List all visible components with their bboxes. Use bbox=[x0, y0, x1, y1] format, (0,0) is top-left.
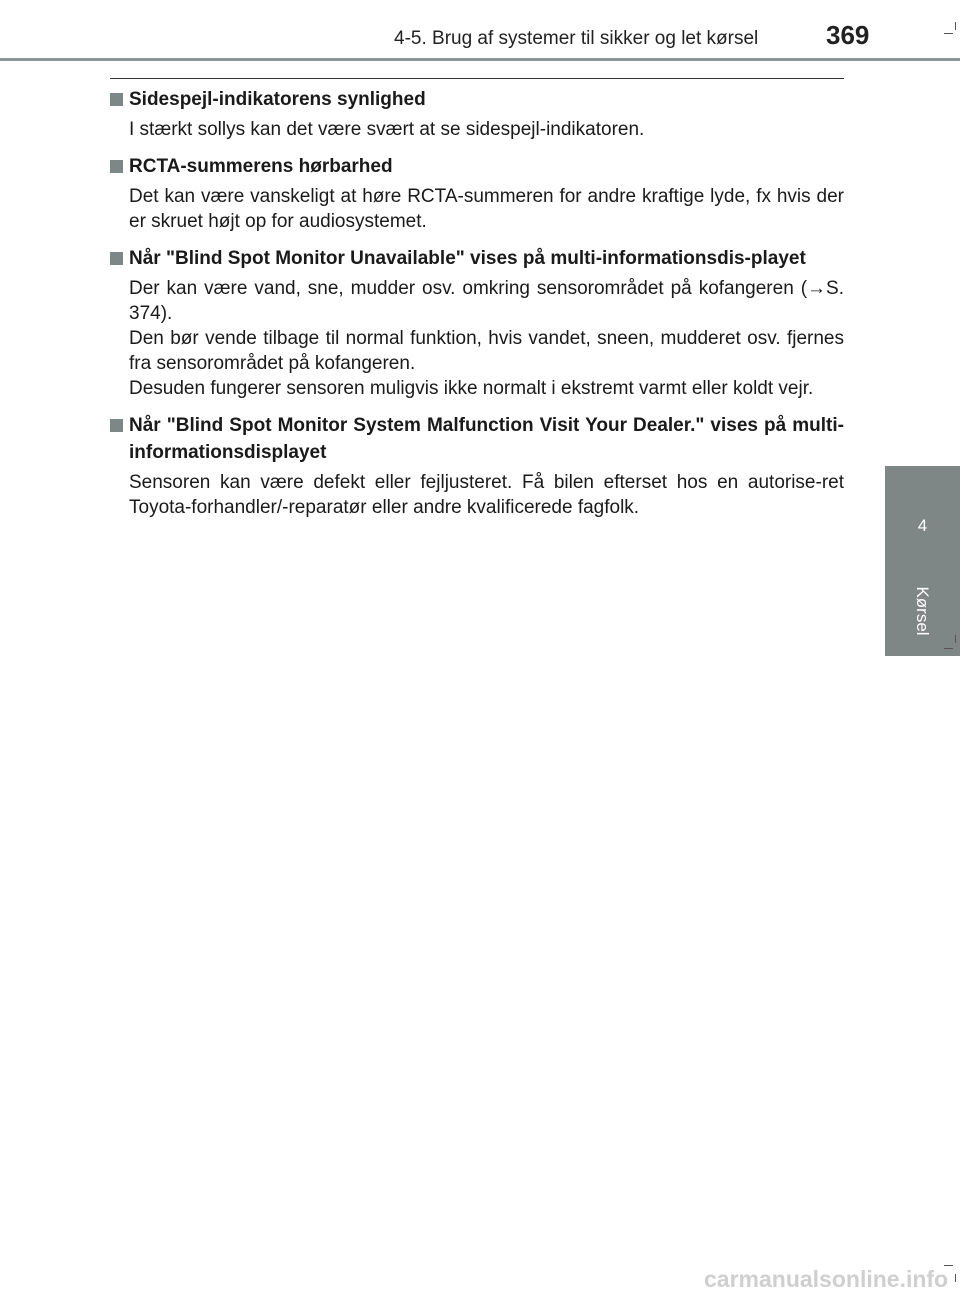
body-paragraph: I stærkt sollys kan det være svært at se sidespejl-indikatoren. bbox=[129, 119, 645, 140]
body-paragraph: Desuden fungerer sensoren muligvis ikke normalt i ekstremt varmt eller koldt vejr. bbox=[129, 378, 814, 399]
section-body bbox=[129, 470, 844, 520]
section-heading-text: RCTA-summerens hørbarhed bbox=[129, 156, 393, 177]
section-body bbox=[129, 184, 844, 234]
crop-mark bbox=[955, 635, 956, 643]
page-number: 369 bbox=[826, 20, 870, 50]
chapter-number: 4 bbox=[917, 516, 928, 535]
header-divider bbox=[0, 58, 960, 61]
section-rcta-buzzer bbox=[110, 153, 844, 234]
section-side-mirror-visibility bbox=[110, 86, 844, 142]
body-paragraph: Der kan være vand, sne, mudder osv. omkring sensorområdet på kofangeren (→S. 374). bbox=[129, 278, 844, 324]
chapter-label: Kørsel bbox=[913, 586, 932, 636]
crop-mark bbox=[944, 648, 953, 649]
section-heading-text: Når "Blind Spot Monitor Unavailable" vises på multi-informationsdis-playet bbox=[129, 248, 806, 269]
section-bsm-malfunction bbox=[110, 412, 844, 520]
section-bsm-unavailable bbox=[110, 245, 844, 401]
square-bullet-icon bbox=[110, 252, 123, 265]
body-paragraph: Den bør vende tilbage til normal funktion, hvis vandet, sneen, mudderet osv. fjernes fra sensorområdet på kofangeren. bbox=[129, 328, 844, 374]
square-bullet-icon bbox=[110, 160, 123, 173]
crop-mark bbox=[955, 1274, 956, 1282]
body-paragraph: Det kan være vanskeligt at høre RCTA-summeren for andre kraftige lyde, fx hvis der er skruet højt op for audiosystemet. bbox=[129, 186, 844, 232]
section-heading bbox=[110, 153, 844, 180]
content-divider bbox=[110, 78, 844, 79]
crop-mark bbox=[955, 22, 956, 30]
section-heading-text: Når "Blind Spot Monitor System Malfunction Visit Your Dealer." vises på multi-informationsdisplayet bbox=[129, 415, 844, 463]
section-heading bbox=[110, 245, 844, 272]
section-body bbox=[129, 276, 844, 401]
body-paragraph: Sensoren kan være defekt eller fejljusteret. Få bilen efterset hos en autorise-ret Toyota-forhandler/-reparatør eller andre kvalificerede fagfolk. bbox=[129, 472, 844, 518]
square-bullet-icon bbox=[110, 93, 123, 106]
watermark: carmanualsonline.info bbox=[704, 1266, 949, 1292]
section-heading bbox=[110, 86, 844, 113]
square-bullet-icon bbox=[110, 419, 123, 432]
page-content bbox=[110, 86, 844, 531]
crop-mark bbox=[944, 33, 953, 34]
chapter-side-tab bbox=[885, 466, 960, 656]
section-body bbox=[129, 117, 844, 142]
section-heading bbox=[110, 412, 844, 466]
chapter-title: 4-5. Brug af systemer til sikker og let kørsel bbox=[394, 28, 759, 49]
section-heading-text: Sidespejl-indikatorens synlighed bbox=[129, 89, 426, 110]
